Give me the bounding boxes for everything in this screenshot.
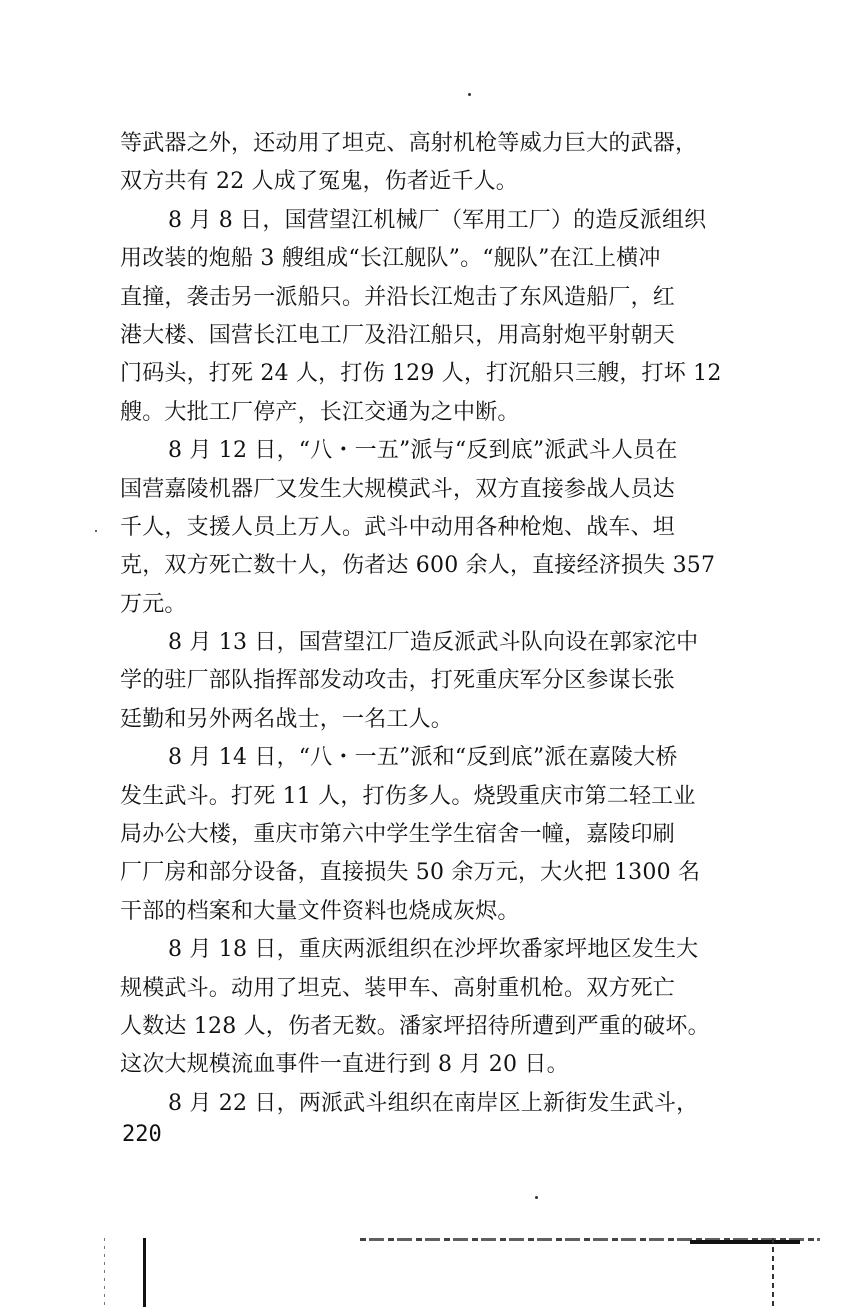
- body-text: [120, 125, 750, 1123]
- text-line: 港大楼、国营长江电工厂及沿江船只，用高射炮平射朝天: [120, 322, 676, 348]
- text-line: 直撞，袭击另一派船只。并沿长江炮击了东风造船厂，红: [120, 284, 676, 310]
- text-line: 8 月 14 日，“八・一五”派和“反到底”派在嘉陵大桥: [168, 745, 678, 771]
- text-line: 这次大规模流血事件一直进行到 8 月 20 日。: [120, 1052, 569, 1078]
- text-line: 门码头，打死 24 人，打伤 129 人，打沉船只三艘，打坏 12: [120, 361, 722, 387]
- text-line: 用改装的炮船 3 艘组成“长江舰队”。“舰队”在江上横冲: [120, 246, 661, 272]
- text-line: 万元。: [120, 591, 187, 617]
- text-line: 人数达 128 人，伤者无数。潘家坪招待所遭到严重的破坏。: [120, 1013, 710, 1039]
- scan-speck: [535, 1196, 538, 1199]
- text-line: 8 月 22 日，两派武斗组织在南岸区上新街发生武斗，: [168, 1090, 699, 1116]
- scan-speck: [95, 530, 97, 532]
- page-number: 220: [122, 1122, 162, 1147]
- scan-edge-line: [104, 1238, 105, 1307]
- text-line: 发生武斗。打死 11 人，打伤多人。烧毁重庆市第二轻工业: [120, 783, 696, 809]
- text-line: 规模武斗。动用了坦克、装甲车、高射重机枪。双方死亡: [120, 975, 676, 1001]
- scan-edge-line: [143, 1238, 146, 1307]
- text-line: 廷勤和另外两名战士，一名工人。: [120, 706, 454, 732]
- text-line: 干部的档案和大量文件资料也烧成灰烬。: [120, 898, 520, 924]
- scan-speck: [468, 93, 471, 96]
- scan-edge-line: [690, 1240, 800, 1244]
- text-line: 8 月 8 日，国营望江机械厂（军用工厂）的造反派组织: [168, 207, 707, 233]
- text-line: 局办公大楼，重庆市第六中学生学生宿舍一幢，嘉陵印刷: [120, 822, 676, 848]
- text-line: 8 月 13 日，国营望江厂造反派武斗队向设在郭家沱中: [168, 630, 699, 656]
- text-line: 国营嘉陵机器厂又发生大规模武斗，双方直接参战人员达: [120, 476, 676, 502]
- text-line: 艘。大批工厂停产，长江交通为之中断。: [120, 399, 520, 425]
- text-line: 千人，支援人员上万人。武斗中动用各种枪炮、战车、坦: [120, 514, 676, 540]
- text-line: 等武器之外，还动用了坦克、高射机枪等威力巨大的武器，: [120, 131, 698, 156]
- text-line: 8 月 12 日，“八・一五”派与“反到底”派武斗人员在: [168, 438, 678, 464]
- scan-edge-line: [772, 1238, 774, 1307]
- text-line: 厂厂房和部分设备，直接损失 50 余万元，大火把 1300 名: [120, 860, 701, 886]
- text-line: 克，双方死亡数十人，伤者达 600 余人，直接经济损失 357: [120, 553, 716, 579]
- text-line: 双方共有 22 人成了冤鬼，伤者近千人。: [120, 169, 518, 195]
- text-line: 学的驻厂部队指挥部发动攻击，打死重庆军分区参谋长张: [120, 668, 676, 694]
- text-line: 8 月 18 日，重庆两派组织在沙坪坎番家坪地区发生大: [168, 937, 699, 963]
